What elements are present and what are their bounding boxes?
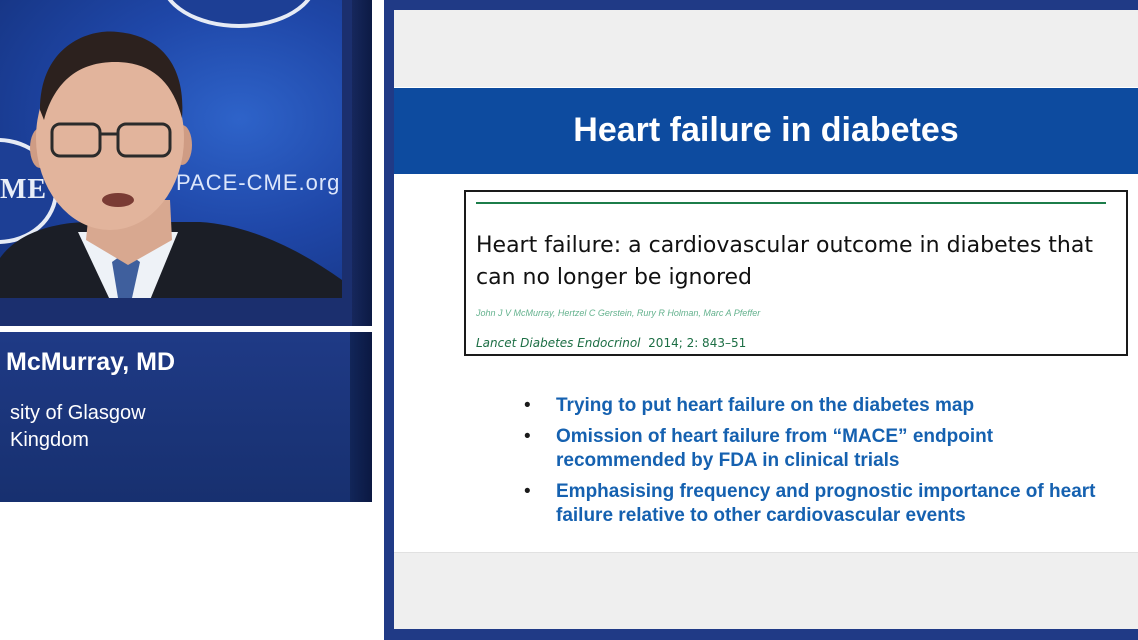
- speaker-affiliation-line1: sity of Glasgow: [10, 402, 146, 424]
- bullet-item: [524, 425, 1124, 473]
- bullet-item: [524, 480, 1124, 528]
- slide-bottom-band: [394, 552, 1138, 629]
- speaker-affiliation-line2: Kingdom: [10, 429, 89, 451]
- bullet-dot-icon: •: [524, 395, 531, 416]
- article-citation: [476, 336, 746, 350]
- speaker-name-card: [0, 332, 372, 502]
- article-reference-box: [464, 190, 1128, 356]
- seal-text: ME: [0, 174, 48, 205]
- bullet-dot-icon: •: [524, 426, 531, 447]
- speaker-video: [0, 0, 342, 298]
- article-authors: John J V McMurray, Hertzel C Gerstein, Rury R Holman, Marc A Pfeffer: [476, 308, 761, 318]
- bullet-text: Emphasising frequency and prognostic importance of heart failure relative to other cardiovascular events: [556, 481, 1096, 526]
- presentation-slide: [394, 10, 1138, 628]
- article-title: Heart failure: a cardiovascular outcome in diabetes that can no longer be ignored: [476, 233, 1093, 290]
- article-journal: Lancet Diabetes Endocrinol: [476, 336, 641, 350]
- article-volume-pages: 2014; 2: 843–51: [648, 336, 747, 350]
- video-panel: [0, 0, 372, 326]
- bullet-text: Trying to put heart failure on the diabetes map: [556, 395, 975, 416]
- speaker-name: McMurray, MD: [6, 348, 176, 376]
- bullet-item: [524, 394, 1124, 418]
- speaker-figure: [0, 0, 342, 298]
- name-card-bevel: [350, 332, 372, 502]
- video-frame-bevel: [352, 0, 372, 326]
- slide-title: Heart failure in diabetes: [573, 111, 959, 149]
- slide-frame: [384, 0, 1138, 640]
- article-top-rule: [476, 202, 1106, 204]
- bullet-dot-icon: •: [524, 481, 531, 502]
- backdrop-website: PACE-CME.org: [176, 170, 341, 195]
- bullet-text: Omission of heart failure from “MACE” endpoint recommended by FDA in clinical trials: [556, 426, 994, 471]
- slide-top-band: [394, 10, 1138, 87]
- slide-bullet-list: [524, 394, 1124, 535]
